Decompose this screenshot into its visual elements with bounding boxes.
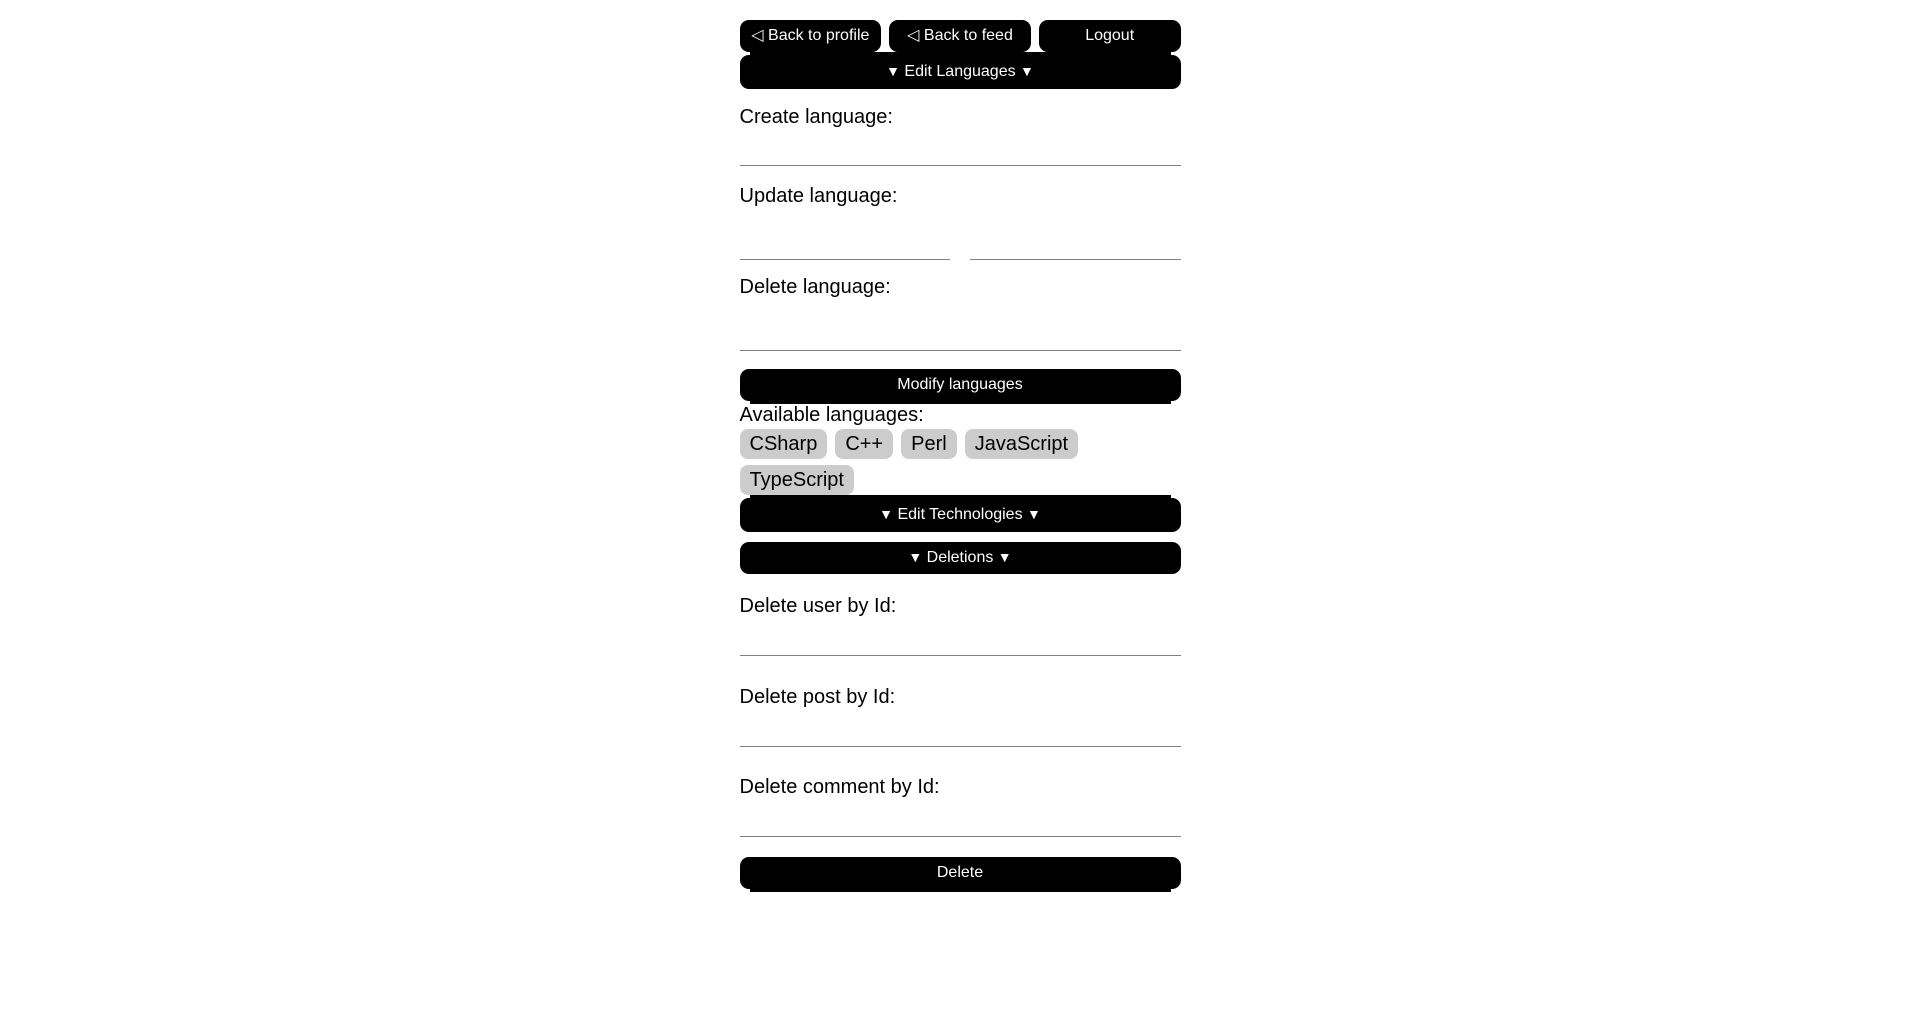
- admin-panel: [740, 0, 1181, 892]
- logout-button[interactable]: [1039, 20, 1181, 52]
- chevron-down-icon: ▼: [879, 506, 893, 522]
- delete-button[interactable]: Delete: [740, 857, 1181, 889]
- deletions-section: [740, 595, 1181, 892]
- delete-comment-label: Delete comment by Id:: [739, 776, 940, 798]
- language-tag: JavaScript: [965, 429, 1078, 459]
- chevron-down-icon: ▼: [1020, 63, 1034, 79]
- delete-post-label: Delete post by Id:: [739, 686, 896, 708]
- edit-languages-label: Edit Languages: [904, 63, 1016, 80]
- top-nav-buttons: [740, 20, 1181, 52]
- edit-technologies-label: Edit Technologies: [897, 506, 1023, 523]
- available-languages-label: Available languages:: [739, 404, 924, 426]
- delete-language-label: Delete language:: [739, 276, 891, 298]
- create-language-label: Create language:: [739, 106, 893, 128]
- language-tag: CSharp: [740, 429, 828, 459]
- edit-technologies-toggle[interactable]: [740, 498, 1181, 532]
- section-divider: [750, 889, 1171, 892]
- create-language-input[interactable]: [740, 129, 1181, 166]
- deletions-toggle[interactable]: [740, 542, 1181, 574]
- chevron-down-icon: ▼: [1027, 506, 1041, 522]
- update-language-label: Update language:: [739, 185, 898, 207]
- back-to-profile-label: Back to profile: [768, 27, 870, 44]
- language-tag: Perl: [901, 429, 957, 459]
- chevron-down-icon: ▼: [997, 549, 1012, 565]
- update-language-new-input[interactable]: [970, 208, 1181, 260]
- back-to-feed-button[interactable]: [889, 20, 1031, 52]
- chevron-down-icon: ▼: [908, 549, 923, 565]
- update-language-old-input[interactable]: [740, 208, 951, 260]
- delete-user-label: Delete user by Id:: [739, 595, 897, 617]
- edit-languages-toggle[interactable]: [740, 55, 1181, 89]
- back-to-profile-button[interactable]: [740, 20, 882, 52]
- chevron-down-icon: ▼: [886, 63, 900, 79]
- delete-language-input[interactable]: [740, 299, 1181, 351]
- delete-user-input[interactable]: [740, 618, 1181, 656]
- language-tag: C++: [835, 429, 893, 459]
- logout-label: Logout: [1085, 27, 1135, 44]
- delete-post-input[interactable]: [740, 709, 1181, 747]
- edit-languages-section: [740, 106, 1181, 498]
- available-languages-list: [740, 429, 1181, 495]
- modify-languages-button[interactable]: Modify languages: [740, 369, 1181, 401]
- language-tag: TypeScript: [740, 465, 854, 495]
- back-to-feed-label: Back to feed: [923, 27, 1013, 44]
- deletions-label: Deletions: [926, 549, 994, 566]
- back-icon: ◁: [751, 27, 764, 44]
- back-icon: ◁: [907, 27, 920, 44]
- delete-comment-input[interactable]: [740, 799, 1181, 837]
- update-language-row: [740, 208, 1181, 260]
